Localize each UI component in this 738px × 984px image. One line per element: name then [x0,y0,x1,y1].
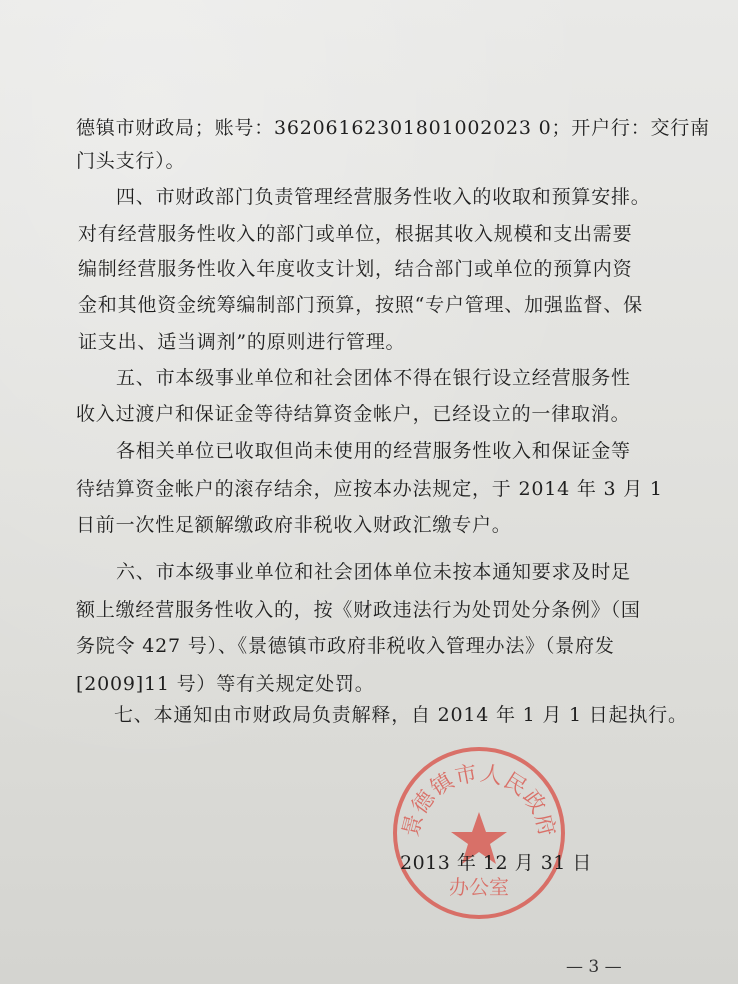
paragraph-5b-line-1: 各相关单位已收取但尚未使用的经营服务性收入和保证金等 [116,440,631,462]
paragraph-7-line-1: 七、本通知由市财政局负责解释，自 2014 年 1 月 1 日起执行。 [114,704,688,726]
paragraph-5b-line-2: 待结算资金帐户的滚存结余，应按本办法规定，于 2014 年 3 月 1 [76,478,663,500]
paragraph-5b-line-3: 日前一次性足额解缴政府非税收入财政汇缴专户。 [76,514,512,536]
official-seal [388,742,570,924]
paragraph-6-line-4: [2009]11 号）等有关规定处罚。 [76,673,375,695]
paragraph-6-line-2: 额上缴经营服务性收入的，按《财政违法行为处罚处分条例》（国 [76,599,641,621]
svg-text:景德镇市人民政府: 景德镇市人民政府 [398,761,560,840]
body-line-1: 德镇市财政局；账号：36206162301801002023 0；开户行：交行南 [76,117,710,139]
paragraph-5-line-2: 收入过渡户和保证金等待结算资金帐户，已经设立的一律取消。 [76,403,631,425]
page-number: — 3 — [566,957,622,977]
body-line-2: 门头支行）。 [76,150,186,172]
paragraph-6-line-3: 务院令 427 号）、《景德镇市政府非税收入管理办法》（景府发 [76,635,615,657]
svg-text:办公室: 办公室 [449,875,509,899]
document-date: 2013 年 12 月 31 日 [400,852,592,874]
paragraph-4-line-5: 证支出、适当调剂”的原则进行管理。 [78,331,406,353]
paragraph-6-line-1: 六、市本级事业单位和社会团体单位未按本通知要求及时足 [116,561,631,583]
paragraph-4-line-1: 四、市财政部门负责管理经营服务性收入的收取和预算安排。 [116,186,651,208]
paragraph-4-line-2: 对有经营服务性收入的部门或单位，根据其收入规模和支出需要 [78,223,633,245]
paragraph-5-line-1: 五、市本级事业单位和社会团体不得在银行设立经营服务性 [116,367,631,389]
paragraph-4-line-3: 编制经营服务性收入年度收支计划，结合部门或单位的预算内资 [78,258,633,280]
paragraph-4-line-4: 金和其他资金统筹编制部门预算，按照“专户管理、加强监督、保 [78,294,643,316]
